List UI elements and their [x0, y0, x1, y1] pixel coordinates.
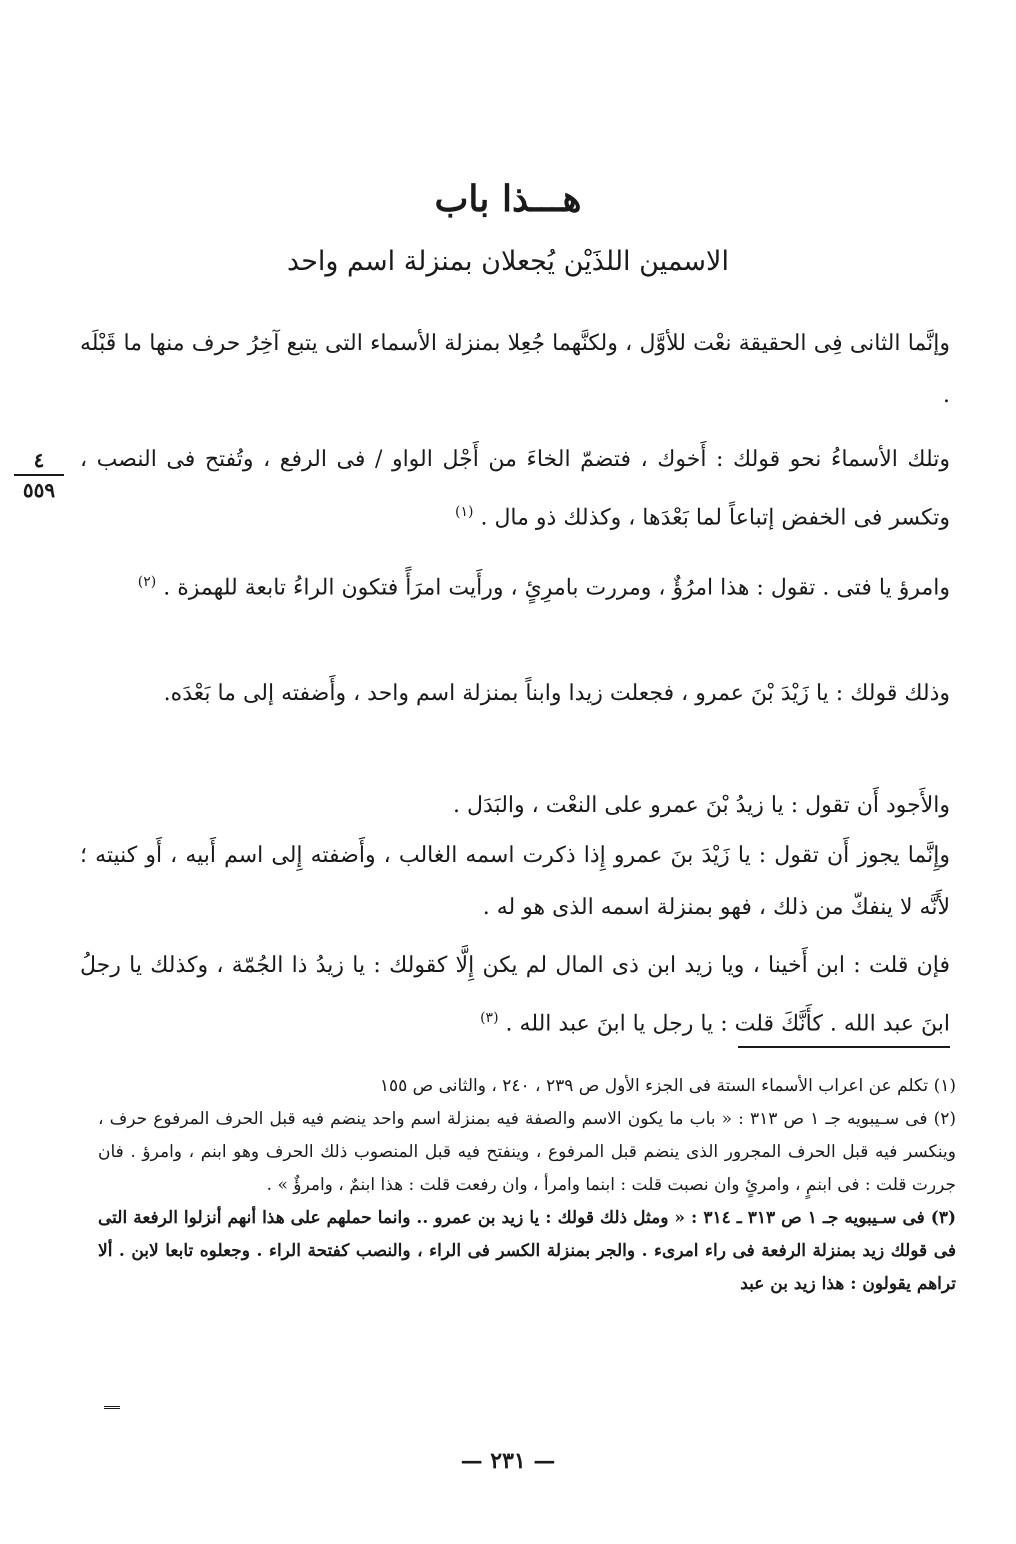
paragraph-3-text: وامرؤ يا فتى . تقول : هذا امرُؤٌ ، ومررت بامرِئٍ ، ورأَيت امرَأً فتكون الراءُ تابعة للهمزة . — [163, 575, 950, 601]
footnote-2: (٢) فى سـيبويه جـ ١ ص ٣١٣ : « باب ما يكون الاسم والصفة فيه بمنزلة اسم واحد ينضم فيه قبل الحرف المرفوع حرف ، وينكسر فيه قبل الحرف المجرور الذى ينضم قبل المرفوع ، وينفتح فيه قبل المنصوب ذلك الحرف وهو ابنم ، وامرؤ . فان جررت قلت : فى ابنمٍ ، وامرئٍ وان نصبت قلت : ابنما وامرأ ، وان رفعت قلت : هذا ابنمٌ ، وامرؤٌ » . — [98, 1109, 956, 1195]
paragraph-6-text: وإِنَّما يجوز أَن تقول : يا زَيْدَ بنَ عمرو إِذا ذكرت اسمه الغالب ، وأَضفته إِلى اسم أَبيه ، أَو كنيته ؛ لأَنَّه لا ينفكّ من ذلك ، فهو بمنزلة اسمه الذى هو له . — [80, 843, 950, 920]
paragraph-5-text: والأَجود أَن تقول : يا زيدُ بْنَ عمرو على النعْت ، والبَدَل . — [453, 793, 950, 818]
margin-ref-page: ٥٥٩ — [22, 478, 56, 502]
chapter-subtitle: الاسمين اللذَيْن يُجعلان بمنزلة اسم واحد — [287, 246, 729, 277]
paragraph-4 — [80, 668, 950, 720]
paragraph-1-text: وإنَّما الثانى فِى الحقيقة نعْت للأوَّل ، ولكنَّهما جُعِلا بمنزلة الأسماء التى يتبع آخِرُ حرف منها ما قَبْلَه . — [80, 331, 950, 408]
footnote-3: (٣) فى سـيبويه جـ ١ ص ٣١٣ ـ ٣١٤ : « ومثل ذلك قولك : يا زيد بن عمرو .. وانما حملهم على هذا أنهم أنزلوا الرفعة التى فى قولك زيد بمنزلة الرفعة فى راء امرىء . والجر بمنزلة الكسر فى الراء ، والنصب كفتحة الراء . وجعلوه تابعا لابن . ألا تراهم يقولون : هذا زيد بن عبد — [98, 1208, 956, 1294]
paragraph-6 — [80, 830, 950, 934]
paragraph-5 — [80, 786, 950, 826]
margin-ref-volume: ٤ — [33, 448, 45, 472]
paragraph-7 — [80, 940, 950, 1050]
margin-reference — [14, 448, 64, 502]
page-number: — ٢٣١ — — [460, 1448, 556, 1474]
footnote-mark-2: (٢) — [137, 574, 157, 590]
paragraph-7-text: فإن قلت : ابن أَخينا ، ويا زيد ابن ذى المال لم يكن إِلَّا كقولك : يا زيدُ ذا الجُمّة ، وكذلك يا رجلُ ابنَ عبد الله . كأَنَّكَ قلت : يا رجل يا ابنَ عبد الله . — [80, 953, 950, 1037]
paragraph-2 — [80, 434, 950, 544]
footnote-separator — [738, 1046, 950, 1048]
margin-ref-divider — [14, 474, 64, 476]
paragraph-2-text: وتلك الأسماءُ نحو قولك : أَخوك ، فتضمّ الخاءَ من أَجْل الواو / فى الرفع ، وتُفتح فى النصب ، وتكسر فى الخفض إتباعاً لما بَعْدَها ، وكذلك ذو مال . — [80, 447, 950, 531]
footnotes — [98, 1070, 956, 1301]
footnote-mark-3: (٣) — [480, 1010, 499, 1026]
paragraph-4-text: وذلك قولك : يا زَيْدَ بْنَ عمرو ، فجعلت زيدا وابناً بمنزلة اسم واحد ، وأَضفته إلى ما بَعْدَه. — [163, 681, 950, 706]
continuation-mark — [104, 1406, 120, 1409]
paragraph-1 — [80, 318, 950, 422]
footnote-mark-1: (١) — [454, 504, 474, 520]
footnote-1: (١) تكلم عن اعراب الأسماء الستة فى الجزء الأول ص ٢٣٩ ، ٢٤٠ ، والثانى ص ١٥٥ — [379, 1076, 956, 1096]
paragraph-3 — [80, 556, 950, 614]
chapter-title: هـــذا باب — [434, 178, 582, 220]
